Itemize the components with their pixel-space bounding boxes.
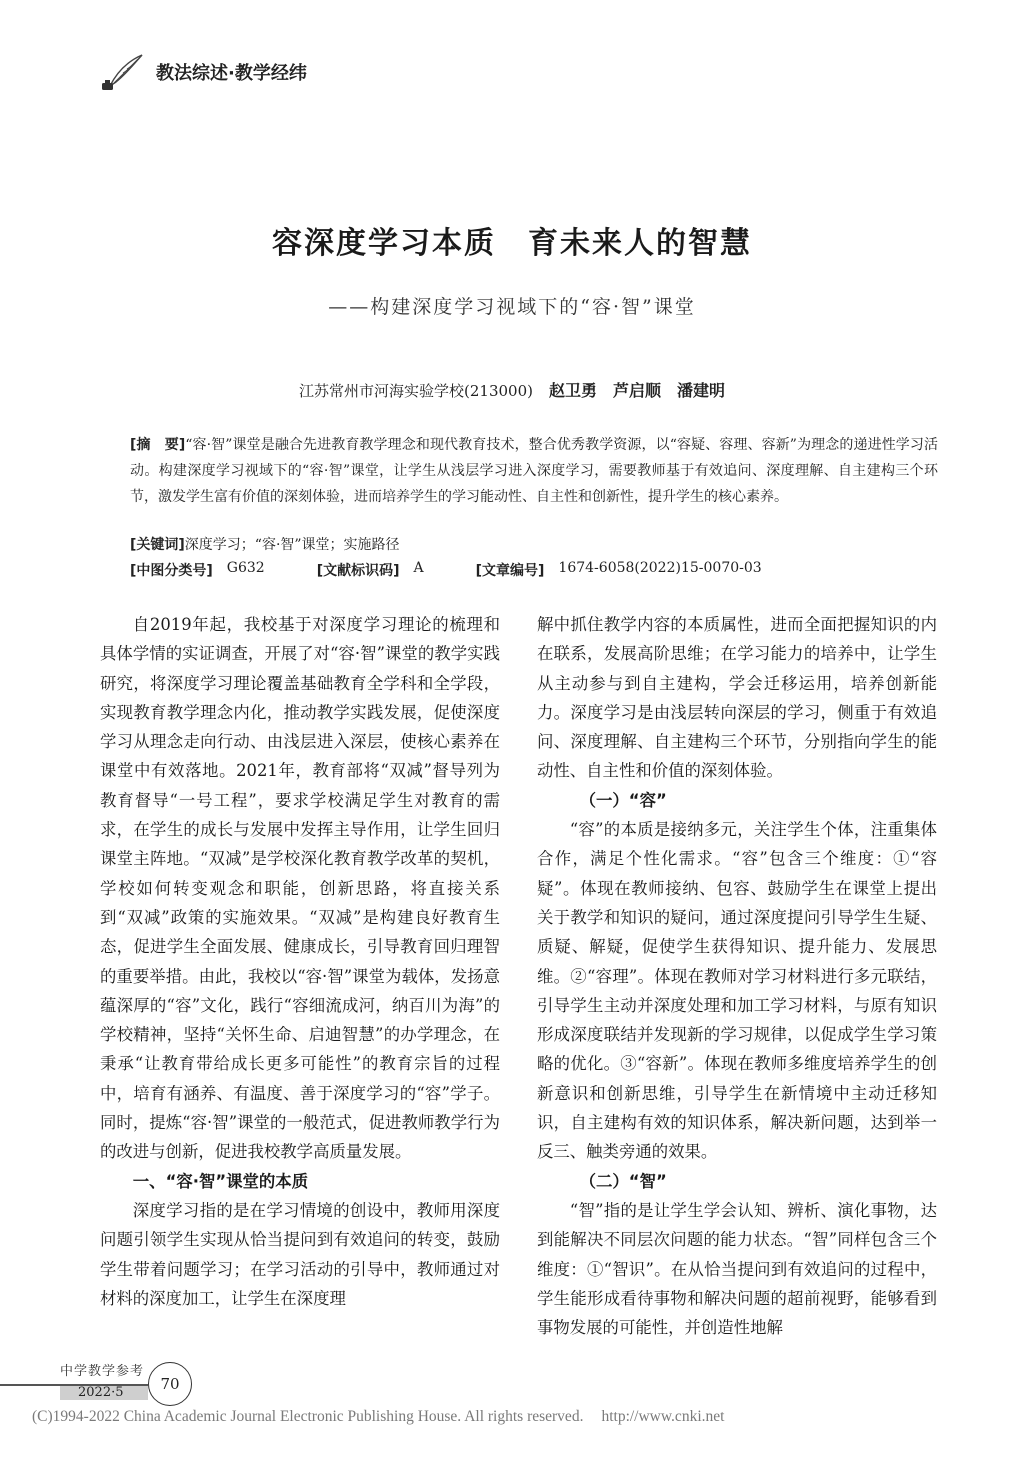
issue-date: 2022·5	[78, 1385, 124, 1400]
abstract-label: [摘 要]	[130, 437, 186, 453]
copyright-line	[32, 1408, 724, 1426]
body-column-left	[100, 610, 500, 1313]
page-header	[100, 52, 307, 92]
abstract	[130, 432, 938, 510]
affiliation: 江苏常州市河海实验学校(213000)	[299, 382, 533, 400]
meta-value: G632	[226, 560, 265, 576]
affiliation-line	[0, 378, 1024, 401]
subsection-heading: （一）“容”	[579, 790, 667, 810]
keywords-label: [关键词]	[130, 537, 185, 553]
meta-clc	[130, 560, 265, 580]
meta-label: [文章编号]	[475, 563, 545, 579]
article-meta	[130, 560, 762, 580]
meta-value: A	[413, 560, 424, 576]
article-title: 容深度学习本质 育未来人的智慧	[272, 226, 752, 261]
copyright-text: (C)1994-2022 China Academic Journal Electronic Publishing House. All rights reserved.	[32, 1408, 584, 1425]
meta-article-no	[476, 560, 762, 580]
article-subtitle: ——构建深度学习视域下的“容·智”课堂	[328, 296, 696, 318]
meta-doc-code	[317, 560, 424, 580]
paragraph: 自2019年起，我校基于对深度学习理论的梳理和具体学情的实证调查，开展了对“容·智”课堂的教学实践研究，将深度学习理论覆盖基础教育全学科和全学段，实现教育教学理念内化，推动教学实践发展，促使深度学习从理念走向行动、由浅层进入深层，使核心素养在课堂中有效落地。2021年，教育部将“双减”督导列为教育督导“一号工程”，要求学校满足学生对教育的需求，在学生的成长与发展中发挥主导作用，让学生回归课堂主阵地。“双减”是学校深化教育教学改革的契机，学校如何转变观念和职能，创新思路，将直接关系到“双减”政策的实施效果。“双减”是构建良好教育生态，促进学生全面发展、健康成长，引导教育回归理智的重要举措。由此，我校以“容·智”课堂为载体，发扬意蕴深厚的“容”文化，践行“容细流成河，纳百川为海”的学校精神，坚持“关怀生命、启迪智慧”的办学理念，在秉承“让教育带给成长更多可能性”的教育宗旨的过程中，培育有涵养、有温度、善于深度学习的“容”学子。同时，提炼“容·智”课堂的一般范式，促进教师教学行为的改进与创新，促进我校教学高质量发展。	[100, 615, 500, 1162]
quill-inkwell-icon	[100, 52, 148, 92]
meta-label: [中图分类号]	[130, 563, 213, 579]
authors: 赵卫勇 芦启顺 潘建明	[548, 381, 725, 400]
meta-label: [文献标识码]	[316, 563, 400, 579]
keywords-text: 深度学习；“容·智”课堂；实施路径	[184, 537, 400, 553]
cnki-url: http://www.cnki.net	[601, 1408, 725, 1425]
paragraph: 深度学习指的是在学习情境的创设中，教师用深度问题引领学生实现从恰当提问到有效追问的转变，鼓励学生带着问题学习；在学习活动的引导中，教师通过对材料的深度加工，让学生在深度理	[100, 1200, 500, 1308]
subsection-heading: （二）“智”	[579, 1171, 667, 1191]
paragraph: “智”指的是让学生学会认知、辨析、演化事物，达到能解决不同层次问题的能力状态。“智”同样包含三个维度：①“智识”。在从恰当提问到有效追问的过程中，学生能形成看待事物和解决问题的超前视野，能够看到事物发展的可能性，并创造性地解	[537, 1200, 937, 1338]
page-number: 70	[148, 1362, 192, 1406]
section-label: 教法综述·教学经纬	[156, 63, 307, 84]
abstract-text: “容·智”课堂是融合先进教育教学理念和现代教育技术，整合优秀教学资源，以“容疑、容理、容新”为理念的递进性学习活动。构建深度学习视域下的“容·智”课堂，让学生从浅层学习进入深度学习，需要教师基于有效追问、深度理解、自主建构三个环节，激发学生富有价值的深刻体验，进而培养学生的学习能动性、自主性和创新性，提升学生的核心素养。	[130, 437, 939, 505]
keywords	[130, 534, 400, 554]
paragraph: “容”的本质是接纳多元，关注学生个体，注重集体合作，满足个性化需求。“容”包含三个维度：①“容疑”。体现在教师接纳、包容、鼓励学生在课堂上提出关于教学和知识的疑问，通过深度提问引导学生生疑、质疑、解疑，促使学生获得知识、提升能力、发展思维。②“容理”。体现在教师对学习材料进行多元联结，引导学生主动并深度处理和加工学习材料，与原有知识形成深度联结并发现新的学习规律，以促成学生学习策略的优化。③“容新”。体现在教师多维度培养学生的创新意识和创新思维，引导学生在新情境中主动迁移知识，自主建构有效的知识体系，解决新问题，达到举一反三、触类旁通的效果。	[537, 820, 937, 1162]
meta-value: 1674-6058(2022)15-0070-03	[558, 560, 762, 576]
body-column-right	[537, 610, 937, 1342]
paragraph: 解中抓住教学内容的本质属性，进而全面把握知识的内在联系，发展高阶思维；在学习能力的培养中，让学生从主动参与到自主建构，学会迁移运用，培养创新能力。深度学习是由浅层转向深层的学习，侧重于有效追问、深度理解、自主建构三个环节，分别指向学生的能动性、自主性和价值的深刻体验。	[537, 615, 937, 781]
section-heading: 一、“容·智”课堂的本质	[132, 1171, 309, 1191]
journal-name: 中学教学参考	[60, 1364, 145, 1379]
